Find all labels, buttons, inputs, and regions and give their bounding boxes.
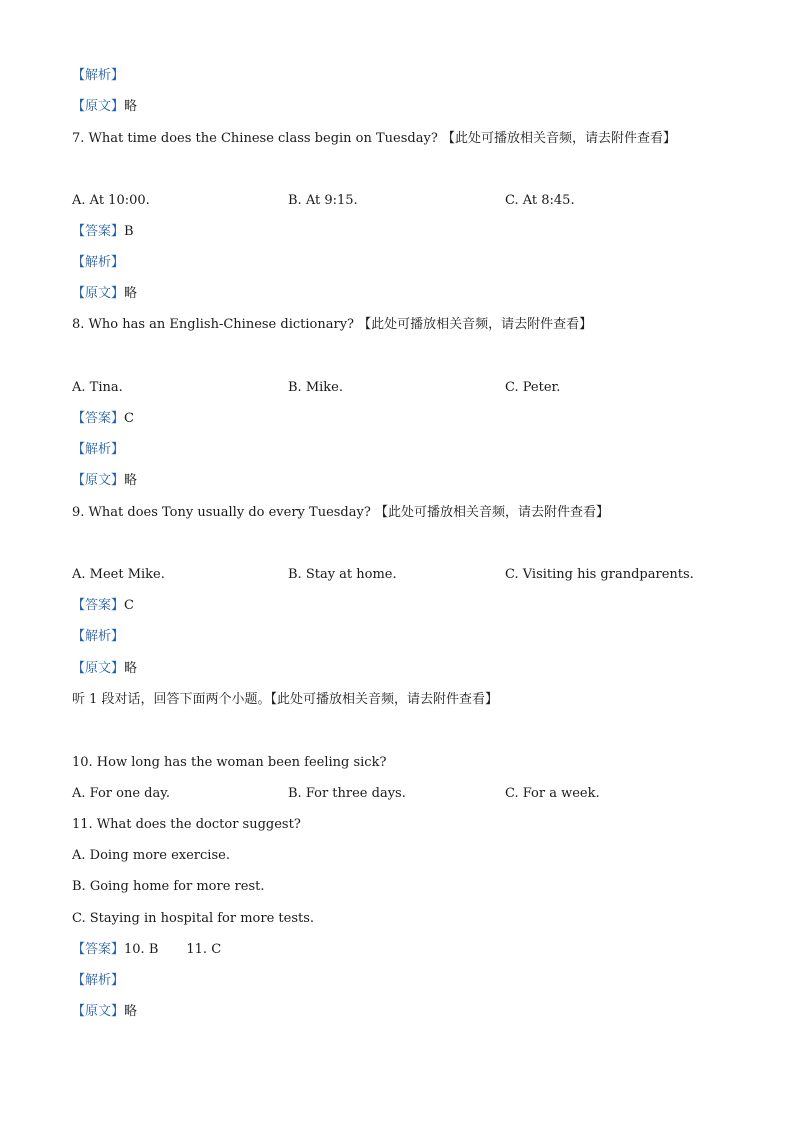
- question-7-option-b: B. At 9:15.: [288, 193, 358, 208]
- omitted-text: 略: [124, 661, 138, 676]
- analysis-tag: 【解析】: [72, 973, 125, 988]
- question-11-option-c: C. Staying in hospital for more tests.: [72, 911, 315, 926]
- analysis-tag: 【解析】: [72, 255, 125, 270]
- omitted-text: 略: [124, 473, 138, 488]
- original-text-line: [72, 1003, 137, 1021]
- question-9: [72, 504, 609, 522]
- answer-line: [72, 410, 134, 428]
- dialogue-intro: [72, 691, 498, 709]
- original-text-line: [72, 472, 137, 490]
- question-10-option-a: A. For one day.: [72, 786, 170, 801]
- original-tag: 【原文】: [72, 1004, 125, 1019]
- question-8-text: 8. Who has an English-Chinese dictionary?: [72, 317, 355, 332]
- audio-note[interactable]: 【此处可播放相关音频，请去附件查看】: [374, 505, 609, 520]
- question-9-option-a: A. Meet Mike.: [72, 567, 165, 582]
- question-9-text: 9. What does Tony usually do every Tuesday?: [72, 505, 371, 520]
- question-8-option-a: A. Tina.: [72, 380, 123, 395]
- audio-note[interactable]: 【此处可播放相关音频，请去附件查看】: [270, 692, 499, 707]
- question-9-option-c: C. Visiting his grandparents.: [505, 567, 694, 582]
- analysis-line: [72, 254, 124, 272]
- omitted-text: 略: [124, 99, 138, 114]
- answer-tag: 【答案】: [72, 598, 125, 613]
- question-10: 10. How long has the woman been feeling sick?: [72, 755, 387, 770]
- question-8: [72, 316, 592, 334]
- question-7-text: 7. What time does the Chinese class begin on Tuesday?: [72, 131, 438, 146]
- question-11-option-a: A. Doing more exercise.: [72, 848, 230, 863]
- question-7-option-a: A. At 10:00.: [72, 193, 150, 208]
- original-text-line: [72, 285, 137, 303]
- question-10-option-c: C. For a week.: [505, 786, 600, 801]
- omitted-text: 略: [124, 286, 138, 301]
- audio-note[interactable]: 【此处可播放相关音频，请去附件查看】: [441, 131, 676, 146]
- original-tag: 【原文】: [72, 286, 125, 301]
- answer-value: B: [124, 224, 134, 239]
- answer-value: C: [124, 411, 134, 426]
- answer-10: 10. B: [124, 942, 159, 957]
- original-text-line: [72, 98, 137, 116]
- question-8-option-b: B. Mike.: [288, 380, 343, 395]
- original-tag: 【原文】: [72, 473, 125, 488]
- analysis-line: [72, 441, 124, 459]
- dialogue-intro-text: 听 1 段对话，回答下面两个小题。: [72, 692, 271, 707]
- question-11-option-b: B. Going home for more rest.: [72, 879, 265, 894]
- question-7-option-c: C. At 8:45.: [505, 193, 575, 208]
- analysis-tag: 【解析】: [72, 68, 125, 83]
- answer-tag: 【答案】: [72, 942, 125, 957]
- answer-tag: 【答案】: [72, 224, 125, 239]
- question-7: [72, 130, 676, 148]
- answer-11: 11. C: [186, 942, 222, 957]
- analysis-line: [72, 67, 124, 85]
- original-text-line: [72, 660, 137, 678]
- question-11: 11. What does the doctor suggest?: [72, 817, 301, 832]
- analysis-tag: 【解析】: [72, 442, 125, 457]
- answer-line: [72, 223, 134, 241]
- analysis-tag: 【解析】: [72, 629, 125, 644]
- omitted-text: 略: [124, 1004, 138, 1019]
- answer-value: C: [124, 598, 134, 613]
- original-tag: 【原文】: [72, 661, 125, 676]
- analysis-line: [72, 628, 124, 646]
- original-tag: 【原文】: [72, 99, 125, 114]
- question-8-option-c: C. Peter.: [505, 380, 561, 395]
- answer-line: [72, 941, 221, 959]
- audio-note[interactable]: 【此处可播放相关音频，请去附件查看】: [358, 317, 593, 332]
- answer-line: [72, 597, 134, 615]
- answer-tag: 【答案】: [72, 411, 125, 426]
- question-9-option-b: B. Stay at home.: [288, 567, 397, 582]
- analysis-line: [72, 972, 124, 990]
- question-10-option-b: B. For three days.: [288, 786, 406, 801]
